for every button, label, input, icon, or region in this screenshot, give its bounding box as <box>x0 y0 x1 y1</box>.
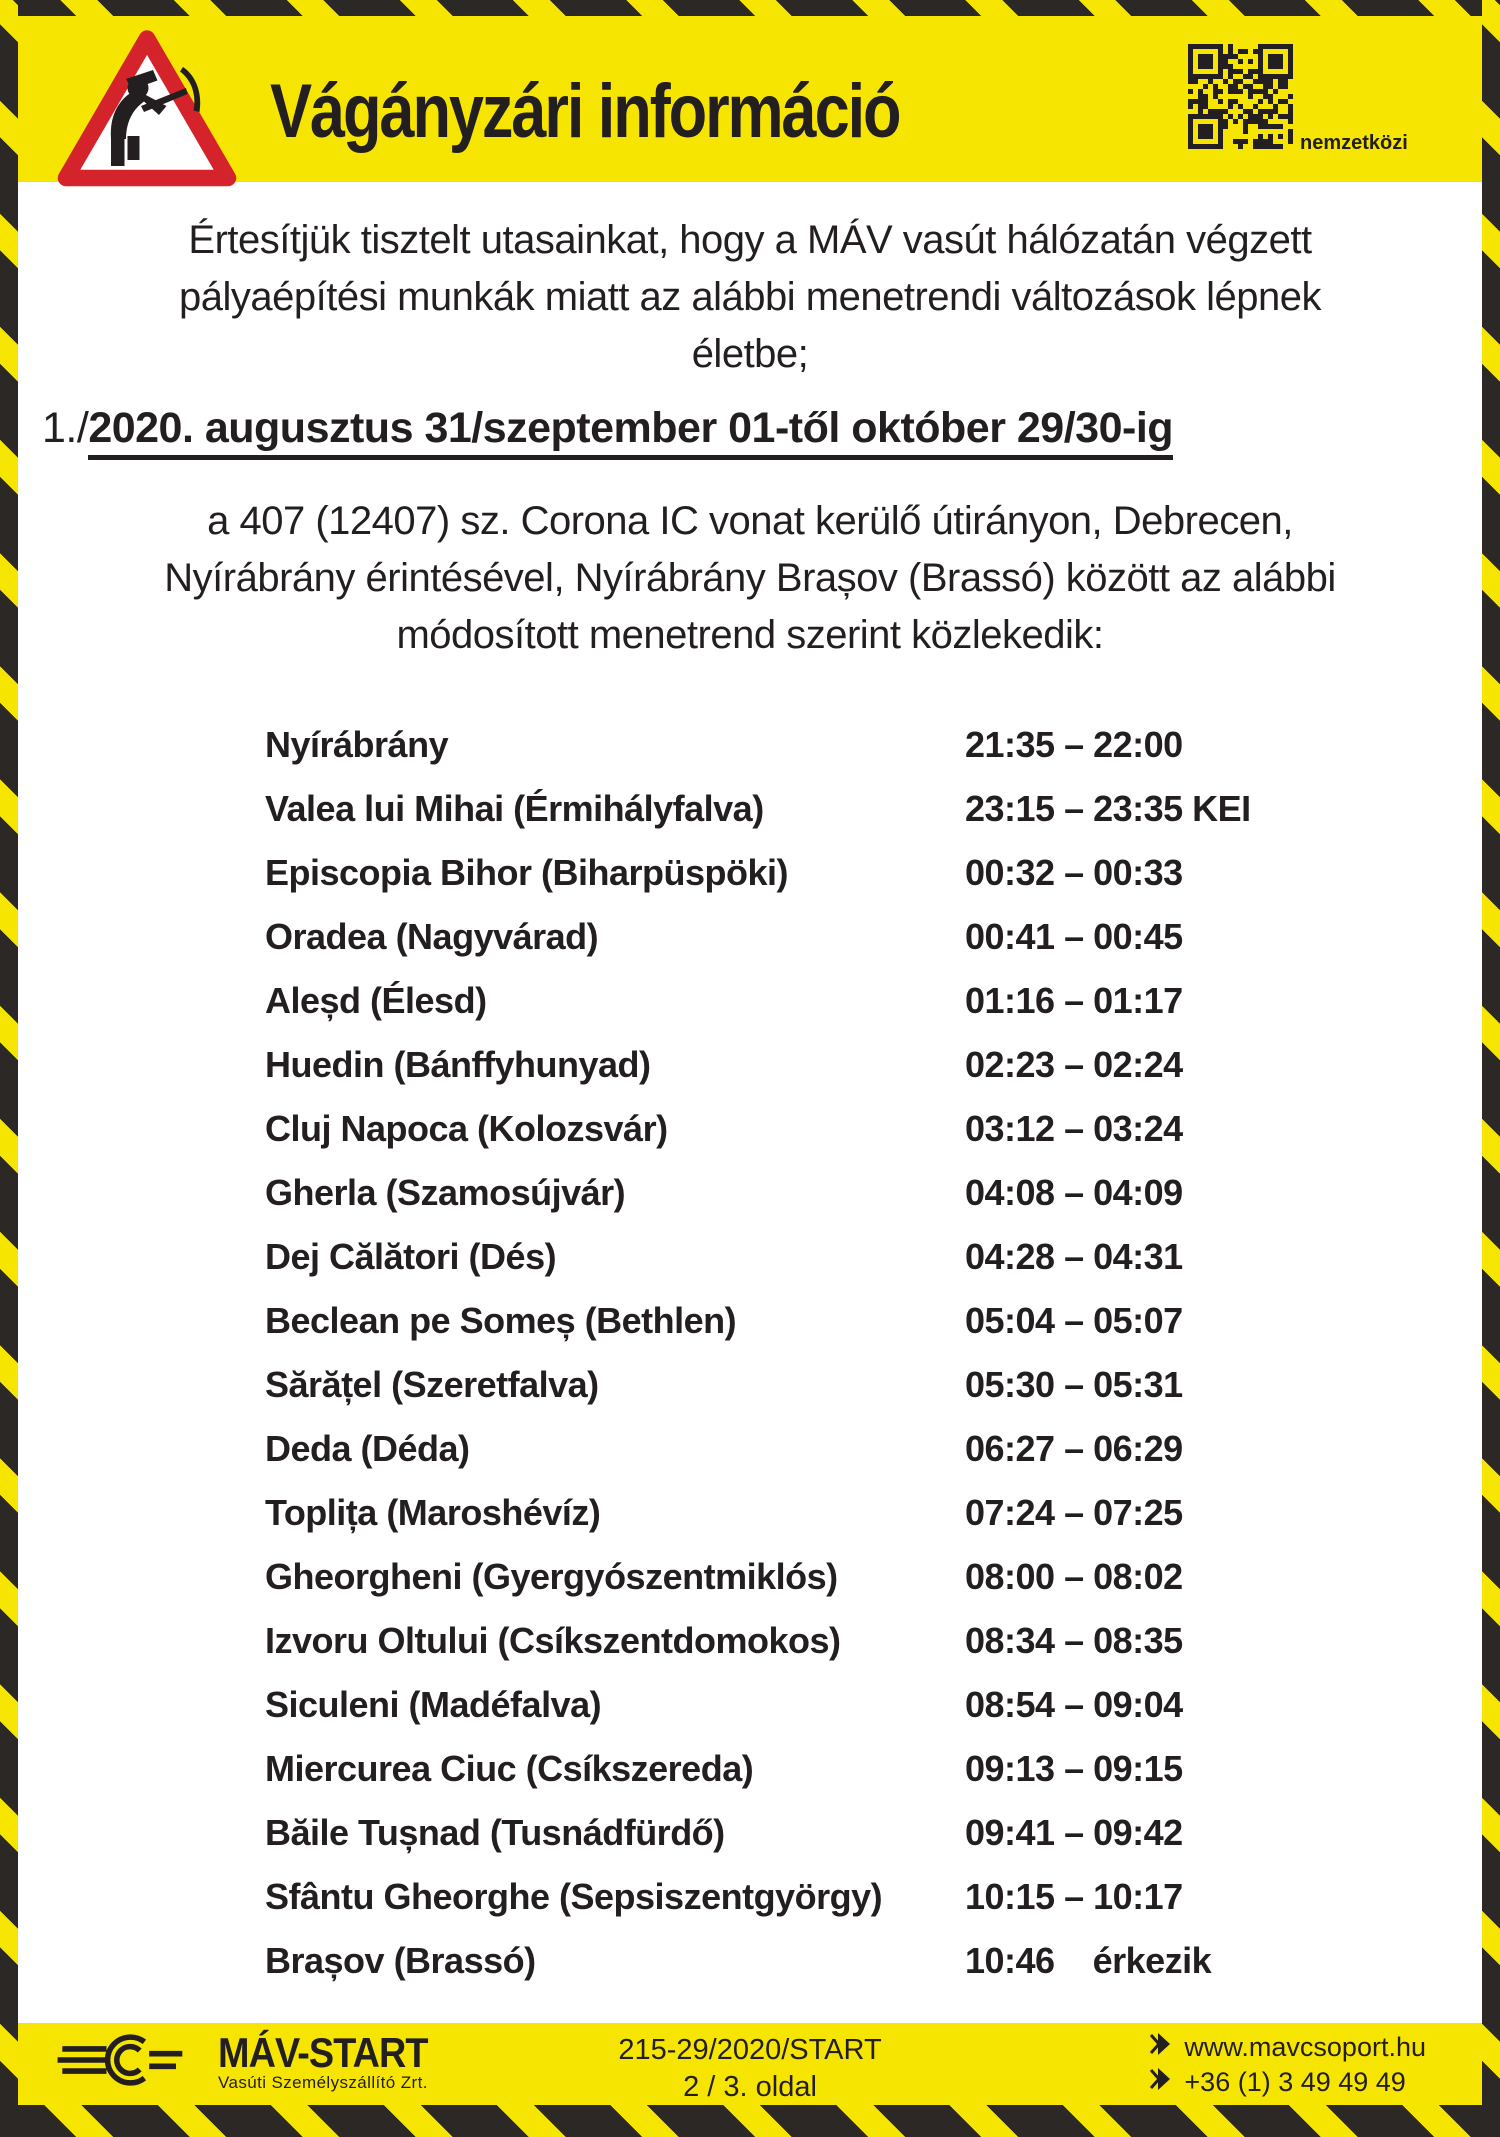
station-times: 03:12 – 03:24 <box>965 1108 1183 1149</box>
station-times: 10:15 – 10:17 <box>965 1876 1183 1917</box>
timetable-row <box>265 969 1445 1033</box>
timetable-row <box>265 777 1445 841</box>
period-dates: 2020. augusztus 31/szeptember 01-től október 29/30-ig <box>88 404 1173 460</box>
timetable-row <box>265 1417 1445 1481</box>
announcement-text <box>0 212 1500 383</box>
station-name: Oradea (Nagyvárad) <box>265 916 599 957</box>
qr-code <box>1188 44 1293 149</box>
timetable-row <box>265 713 1445 777</box>
timetable-row <box>265 1865 1445 1929</box>
timetable-row <box>265 905 1445 969</box>
station-name: Gherla (Szamosújvár) <box>265 1172 626 1213</box>
station-name: Izvoru Oltului (Csíkszentdomokos) <box>265 1620 841 1661</box>
document-number: 215-29/2020/START <box>618 2034 882 2066</box>
timetable <box>265 713 1445 1993</box>
logo-title: MÁV-START <box>218 2028 428 2076</box>
timetable-row <box>265 1033 1445 1097</box>
timetable-row <box>265 1353 1445 1417</box>
closure-period <box>42 404 1173 453</box>
qr-caption: nemzetközi <box>1300 132 1408 154</box>
timetable-row <box>265 1225 1445 1289</box>
timetable-row <box>265 1289 1445 1353</box>
station-name: Brașov (Brassó) <box>265 1940 536 1981</box>
station-name: Dej Călători (Dés) <box>265 1236 557 1277</box>
station-times: 10:46 érkezik <box>965 1940 1212 1981</box>
route-description <box>0 493 1500 664</box>
item-number: 1./ <box>42 404 89 452</box>
poster-title: Vágányzári információ <box>270 69 900 154</box>
station-name: Aleșd (Élesd) <box>265 980 487 1021</box>
chevron-right-icon <box>1149 2067 1171 2098</box>
station-times: 09:41 – 09:42 <box>965 1812 1183 1853</box>
timetable-row <box>265 841 1445 905</box>
hazard-stripe-bottom <box>0 2105 1500 2137</box>
logo-subtitle: Vasúti Személyszállító Zrt. <box>218 2072 428 2092</box>
timetable-row <box>265 1481 1445 1545</box>
station-times: 04:08 – 04:09 <box>965 1172 1183 1213</box>
station-name: Sfântu Gheorghe (Sepsiszentgyörgy) <box>265 1876 883 1917</box>
station-times: 05:30 – 05:31 <box>965 1364 1183 1405</box>
station-times: 04:28 – 04:31 <box>965 1236 1183 1277</box>
station-name: Siculeni (Madéfalva) <box>265 1684 602 1725</box>
station-name: Valea lui Mihai (Érmihályfalva) <box>265 788 764 829</box>
station-times: 05:04 – 05:07 <box>965 1300 1183 1341</box>
station-times: 21:35 – 22:00 <box>965 724 1183 765</box>
chevron-right-icon <box>1149 2032 1171 2063</box>
station-times: 08:34 – 08:35 <box>965 1620 1183 1661</box>
station-times: 01:16 – 01:17 <box>965 980 1183 1021</box>
station-name: Nyírábrány <box>265 724 449 765</box>
phone-row <box>1149 2065 1426 2100</box>
announcement-line: pályaépítési munkák miatt az alábbi menetrendi változások lépnek <box>179 275 1321 319</box>
route-description-line: a 407 (12407) sz. Corona IC vonat kerülő útirányon, Debrecen, <box>207 499 1293 543</box>
timetable-row <box>265 1673 1445 1737</box>
roadworks-warning-icon <box>54 28 240 195</box>
timetable-row <box>265 1161 1445 1225</box>
website-row <box>1149 2030 1426 2065</box>
header-band <box>18 16 1482 182</box>
station-times: 08:00 – 08:02 <box>965 1556 1183 1597</box>
station-times: 00:41 – 00:45 <box>965 916 1183 957</box>
phone-number: +36 (1) 3 49 49 49 <box>1184 2067 1406 2097</box>
contact-block <box>1149 2030 1426 2100</box>
route-description-line: módosított menetrend szerint közlekedik: <box>396 613 1104 657</box>
station-times: 06:27 – 06:29 <box>965 1428 1183 1469</box>
announcement-line: életbe; <box>691 332 809 376</box>
station-name: Sărățel (Szeretfalva) <box>265 1364 599 1405</box>
timetable-row <box>265 1609 1445 1673</box>
station-times: 00:32 – 00:33 <box>965 852 1183 893</box>
station-name: Beclean pe Someș (Bethlen) <box>265 1300 737 1341</box>
station-name: Huedin (Bánffyhunyad) <box>265 1044 651 1085</box>
station-name: Episcopia Bihor (Biharpüspöki) <box>265 852 789 893</box>
website-link: www.mavcsoport.hu <box>1184 2032 1426 2062</box>
station-name: Băile Tușnad (Tusnádfürdő) <box>265 1812 725 1853</box>
timetable-row <box>265 1545 1445 1609</box>
route-description-line: Nyírábrány érintésével, Nyírábrány Brașov (Brassó) között az alábbi <box>164 556 1336 600</box>
timetable-row <box>265 1801 1445 1865</box>
station-name: Toplița (Maroshévíz) <box>265 1492 601 1533</box>
station-name: Deda (Déda) <box>265 1428 470 1469</box>
station-name: Cluj Napoca (Kolozsvár) <box>265 1108 668 1149</box>
station-times: 07:24 – 07:25 <box>965 1492 1183 1533</box>
timetable-row <box>265 1097 1445 1161</box>
footer-band <box>18 2023 1482 2105</box>
station-times: 23:15 – 23:35 KEI <box>965 788 1251 829</box>
hazard-stripe-top <box>0 0 1500 16</box>
page-indicator: 2 / 3. oldal <box>683 2071 817 2103</box>
station-name: Gheorgheni (Gyergyószentmiklós) <box>265 1556 838 1597</box>
timetable-row <box>265 1737 1445 1801</box>
station-times: 09:13 – 09:15 <box>965 1748 1183 1789</box>
announcement-line: Értesítjük tisztelt utasainkat, hogy a MÁV vasút hálózatán végzett <box>188 218 1312 262</box>
station-name: Miercurea Ciuc (Csíkszereda) <box>265 1748 754 1789</box>
timetable-row <box>265 1929 1445 1993</box>
station-times: 02:23 – 02:24 <box>965 1044 1183 1085</box>
station-times: 08:54 – 09:04 <box>965 1684 1183 1725</box>
